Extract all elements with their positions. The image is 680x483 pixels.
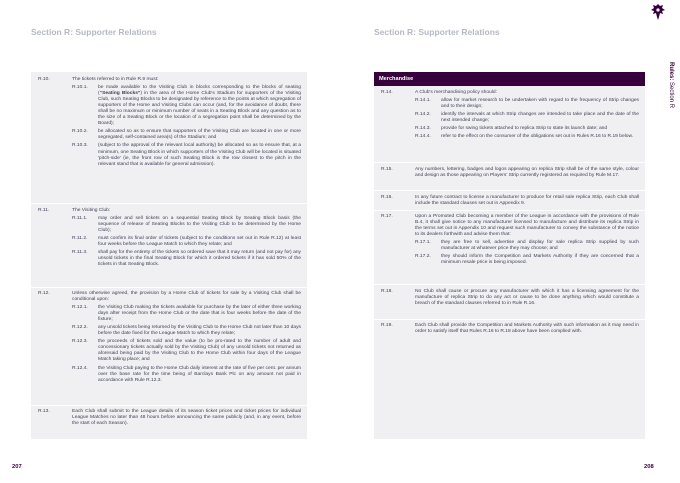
sub-rule-text: provide for swing tickets attached to replica Strip to state its launch date; and bbox=[441, 126, 608, 132]
sub-rule-r12-4 bbox=[72, 366, 301, 384]
sub-rule-r17-2 bbox=[415, 254, 639, 266]
divider bbox=[31, 405, 307, 406]
sub-rule-number: R.14.3. bbox=[415, 126, 431, 132]
divider bbox=[31, 203, 307, 204]
sub-rule-number: R.10.3. bbox=[72, 143, 88, 149]
sub-rule-number: R.12.1. bbox=[72, 305, 88, 311]
rule-number: R.11. bbox=[38, 208, 50, 213]
sub-rule-r14-1 bbox=[415, 98, 639, 110]
sub-rule-number: R.10.2. bbox=[72, 129, 88, 135]
rule-number: R.19. bbox=[381, 323, 393, 328]
sub-rule-text: any unsold tickets being returned by the Visiting Club to the Home Club not later than 10 days before the date fixed for the League Match to which they relate; bbox=[98, 325, 301, 337]
sub-rule-number: R.11.3. bbox=[72, 250, 88, 256]
sub-rule-r14-2 bbox=[415, 112, 639, 124]
sub-rule-text: be allocated so as to ensure that supporters of the Visiting Club are located in one or more segregated, self-contained area(s) of the Stadium; and bbox=[98, 129, 301, 141]
side-label bbox=[668, 62, 674, 108]
sub-rule-text: identify the intervals at which Strip changes are intended to take place and the date of the next intended change; bbox=[441, 112, 639, 124]
divider bbox=[374, 284, 645, 285]
sub-rule-number: R.12.3. bbox=[72, 339, 88, 345]
defined-term: “Seating Blocks” bbox=[99, 91, 141, 97]
merchandise-header: Merchandise bbox=[374, 72, 645, 86]
side-label-bold: Rules: bbox=[668, 62, 674, 81]
rule-text: Unless otherwise agreed, the provision by a Home Club of tickets for sale by a Visiting Club shall be conditional upon: bbox=[72, 291, 301, 303]
sub-rule-text: may order and sell tickets on a sequential Seating Block by Seating Block basis (the sequence of release of Seating Blocks to the Visiting Club to be determined by the Home Club); bbox=[98, 216, 301, 234]
sub-rule-number: R.12.2. bbox=[72, 325, 88, 331]
section-title-right: Section R: Supporter Relations bbox=[374, 27, 500, 37]
rule-text: Any numbers, lettering, badges and logos appearing on replica Strip shall be of the same style, colour and design as those appearing on Players' Strip currently registered as required by Rule M.17. bbox=[415, 167, 639, 179]
sub-rule-number: R.14.1. bbox=[415, 98, 431, 104]
sub-rule-text: (subject to the approval of the relevant local authority) be allocated so as to ensure that, at a minimum, one Seating Block in which supporters of the Visiting Club will be located is situated 'pitch-side' (ie, the front row of such Seating Block is the row closest to the pitch in the relevant stand that is available for general admission). bbox=[98, 143, 301, 167]
divider bbox=[374, 210, 645, 211]
rule-number: R.13. bbox=[38, 409, 50, 414]
rule-number: R.14. bbox=[381, 90, 393, 95]
section-title-left: Section R: Supporter Relations bbox=[31, 27, 157, 37]
rule-number: R.12. bbox=[38, 291, 50, 296]
sub-rule-text: the Visiting Club paying to the Home Club daily interest at the rate of five per cent. per annum over the base rate for the time being of Barclays Bank Plc on any amount not paid in accordance with Rule R.12.3. bbox=[98, 365, 301, 383]
sub-rule-number: R.11.1. bbox=[72, 216, 88, 222]
sub-rule-r14-3 bbox=[415, 126, 639, 132]
sub-rule-text: they are free to sell, advertise and display for sale replica Strip supplied by such manufacturer at whatever price they may choose; and bbox=[441, 240, 639, 252]
sub-rule-text: refer to the effect on the consumer of the obligations set out in Rules R.16 to R.19 below. bbox=[441, 134, 634, 140]
sub-rule-text: the proceeds of tickets sold and the value (to be pro-rated to the number of adult and concessionary tickets actually sold by the Visiting Club) of any unsold tickets not returned as aforesaid being paid by the Visiting Club to the Home Club within four days of the League Match taking place; and bbox=[98, 339, 301, 363]
left-rules-panel bbox=[31, 72, 307, 439]
rule-number: R.18. bbox=[381, 289, 393, 294]
rule-number: R.16. bbox=[381, 195, 393, 200]
page-number-right: 208 bbox=[644, 464, 654, 470]
sub-rule-number: R.17.2. bbox=[415, 254, 431, 260]
rule-text: In any future contract to license a manufacturer to produce for retail sale replica Strip, each Club shall include the standard clauses set out in Appendix 9. bbox=[415, 195, 639, 207]
rule-text: Each Club shall submit to the League details of its season ticket prices and ticket prices for individual League Matches no later than 48 hours before announcing the same publicly (and, in any event, before the start of each Season). bbox=[72, 409, 301, 427]
sub-rule-number: R.17.1. bbox=[415, 240, 431, 246]
divider bbox=[31, 287, 307, 288]
sub-rule-r14-4 bbox=[415, 134, 639, 140]
sub-rule-r11-1 bbox=[72, 216, 301, 234]
rule-text: A Club's merchandising policy should: bbox=[415, 90, 497, 95]
page-number-left: 207 bbox=[12, 464, 22, 470]
sub-rule-text: shall pay for the entirety of the tickets so ordered save that it may return (and not pay for) any unsold tickets in the final Seating Block for which it ordered tickets if it has sold 50% of the tickets in that Seating Block. bbox=[98, 250, 301, 268]
rule-number: R.10. bbox=[38, 77, 50, 82]
divider bbox=[374, 319, 645, 320]
sub-rule-r10-3 bbox=[72, 143, 301, 167]
sub-rule-r12-3 bbox=[72, 339, 301, 363]
rule-text: No Club shall cause or procure any manufacturer with which it has a licensing agreement for the manufacture of replica Strip to do any act or cause to be done anything which would constitute a breach of the standard clauses referred to in Rule R.16. bbox=[415, 289, 639, 307]
sub-rule-r11-3 bbox=[72, 250, 301, 268]
sub-rule-text: the Visiting Club making the tickets available for purchase by the later of either three working days after receipt from the Home Club or the date that is four weeks before the date of the fixture; bbox=[98, 305, 301, 323]
sub-rule-r11-2 bbox=[72, 236, 301, 248]
rule-number: R.17. bbox=[381, 214, 393, 219]
sub-rule-number: R.14.4. bbox=[415, 134, 431, 140]
side-label-rest: Section R bbox=[668, 80, 674, 109]
rule-number: R.15. bbox=[381, 167, 393, 172]
rule-text: The Visiting Club: bbox=[72, 208, 111, 213]
sub-rule-number: R.11.2. bbox=[72, 236, 88, 242]
sub-rule-text: be made available to the Visiting Club in blocks corresponding to the blocks of seating (“Seating Blocks”) in the area of the Home Club's Stadium for supporters of the Visiting Club, such Seating Blocks to be designated by reference to the points at which segregation of supporters of the Home and Visiting Clubs can occur (and, for the avoidance of doubt, there shall be no maximum or minimum number of seats in a Seating Block and any question as to the size of a Seating Block or the location of a segregation point shall be determined by the Board); bbox=[98, 85, 302, 127]
sub-rule-text: they should inform the Competition and Markets Authority if they are concerned that a minimum resale price is being imposed. bbox=[441, 254, 639, 266]
sub-rule-text: must confirm its final order of tickets (subject to the conditions set out in Rule R.12) at least four weeks before the League Match to which they relate; and bbox=[98, 236, 301, 248]
sub-rule-r10-1 bbox=[72, 85, 301, 127]
rule-text: Upon a Promoted Club becoming a member of the League in accordance with the provisions of Rule B.4, it shall give notice to any manufacturer licensed to manufacture and distribute its replica Strip in the terms set out in Appendix 10 and request such manufacturer to convey the substance of the notice to its dealers forthwith and advise them that: bbox=[415, 214, 639, 238]
divider bbox=[374, 190, 645, 191]
rule-text: The tickets referred to in Rule R.9 must: bbox=[72, 77, 159, 82]
sub-rule-number: R.10.1. bbox=[72, 85, 88, 91]
premier-league-lion-icon bbox=[650, 3, 666, 21]
right-rules-panel bbox=[374, 72, 645, 439]
sub-rule-r17-1 bbox=[415, 240, 639, 252]
rule-text: Each Club shall provide the Competition and Markets Authority with such information as it may need in order to satisfy itself that Rules R.16 to R.18 above have been complied with. bbox=[415, 323, 639, 335]
sub-rule-r12-2 bbox=[72, 325, 301, 337]
sub-rule-r10-2 bbox=[72, 129, 301, 141]
sub-rule-text: allow for market research to be undertaken with regard to the frequency of Strip changes and to their design; bbox=[441, 98, 639, 110]
sub-rule-r12-1 bbox=[72, 305, 301, 323]
sub-rule-number: R.14.2. bbox=[415, 112, 431, 118]
sub-rule-number: R.12.4. bbox=[72, 365, 88, 371]
divider bbox=[374, 162, 645, 163]
